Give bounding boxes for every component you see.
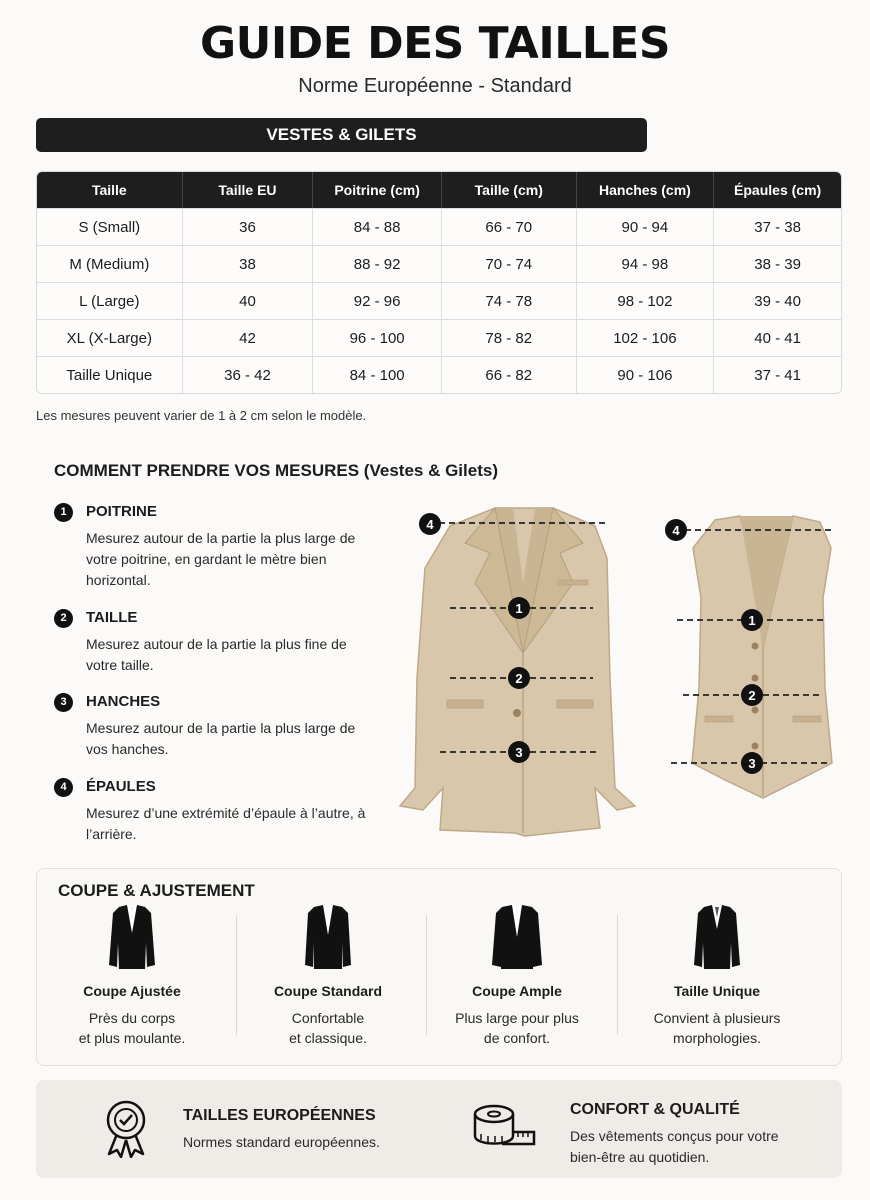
table-cell: 38 - 39	[714, 245, 841, 282]
features-panel	[36, 1080, 842, 1178]
table-header-row	[37, 172, 841, 208]
table-cell: S (Small)	[37, 208, 183, 245]
marker-vest-waist	[741, 684, 763, 706]
table-cell: 40 - 41	[714, 319, 841, 356]
table-cell: Taille Unique	[37, 356, 183, 393]
table-cell: 42	[183, 319, 314, 356]
fit-item-standard	[233, 903, 423, 1053]
fit-item-desc: Convient à plusieurs morphologies.	[653, 1010, 781, 1046]
fit-section	[36, 868, 842, 1066]
step-label: TAILLE	[86, 609, 138, 626]
step-hips	[54, 692, 384, 760]
table-cell: 90 - 94	[577, 208, 715, 245]
table-cell: XL (X-Large)	[37, 319, 183, 356]
svg-text:1: 1	[515, 601, 523, 616]
page-subtitle: Norme Européenne - Standard	[298, 75, 572, 97]
step-label: POITRINE	[86, 503, 157, 520]
table-cell: 66 - 82	[442, 356, 577, 393]
table-cell: M (Medium)	[37, 245, 183, 282]
fit-item-fitted	[37, 903, 227, 1053]
step-shoulders	[54, 777, 384, 845]
marker-blazer-chest	[508, 597, 530, 619]
column-header: Taille (cm)	[442, 172, 577, 208]
table-cell: 78 - 82	[442, 319, 577, 356]
fit-item-desc: Confortable et classique.	[289, 1010, 367, 1046]
fit-title: COUPE & AJUSTEMENT	[58, 881, 255, 900]
award-ribbon-icon	[103, 1098, 149, 1158]
fit-item-name: Coupe Ample	[472, 983, 562, 999]
table-cell: 96 - 100	[313, 319, 442, 356]
table-cell: 39 - 40	[714, 282, 841, 319]
fitted-jacket-icon	[105, 903, 159, 971]
table-row	[37, 356, 841, 393]
step-number-badge: 2	[54, 609, 73, 628]
section-banner: VESTES & GILETS	[36, 118, 647, 152]
feature-title: CONFORT & QUALITÉ	[570, 1101, 740, 1118]
column-header: Taille	[37, 172, 183, 208]
divider	[617, 915, 618, 1035]
table-cell: 36 - 42	[183, 356, 314, 393]
table-cell: 84 - 88	[313, 208, 442, 245]
loose-jacket-icon	[490, 903, 544, 971]
step-description: Mesurez autour de la partie la plus fine de votre taille.	[86, 636, 347, 673]
table-cell: 66 - 70	[442, 208, 577, 245]
table-body	[37, 208, 841, 393]
feature-desc: Des vêtements conçus pour votre bien-être au quotidien.	[570, 1128, 779, 1165]
table-cell: 37 - 38	[714, 208, 841, 245]
marker-blazer-hips	[508, 741, 530, 763]
table-cell: 74 - 78	[442, 282, 577, 319]
svg-text:2: 2	[515, 671, 523, 686]
marker-vest-chest	[741, 609, 763, 631]
feature-comfort-quality	[570, 1101, 779, 1168]
step-waist	[54, 608, 384, 676]
howto-title: COMMENT PRENDRE VOS MESURES (Vestes & Gilets)	[54, 461, 498, 480]
table-cell: L (Large)	[37, 282, 183, 319]
table-cell: 102 - 106	[577, 319, 715, 356]
table-row	[37, 319, 841, 356]
table-cell: 92 - 96	[313, 282, 442, 319]
fit-item-name: Coupe Ajustée	[83, 983, 181, 999]
fit-item-desc: Près du corps et plus moulante.	[78, 1010, 186, 1046]
garment-illustrations	[395, 488, 855, 848]
step-description: Mesurez d’une extrémité d’épaule à l’autre, à l’arrière.	[86, 805, 366, 842]
table-cell: 88 - 92	[313, 245, 442, 282]
measurement-note: Les mesures peuvent varier de 1 à 2 cm selon le modèle.	[36, 408, 367, 423]
feature-desc: Normes standard européennes.	[183, 1134, 380, 1150]
size-table	[36, 171, 842, 394]
step-label: HANCHES	[86, 693, 161, 710]
step-label: ÉPAULES	[86, 778, 156, 795]
table-row	[37, 282, 841, 319]
marker-blazer-shoulder	[419, 513, 441, 535]
svg-text:4: 4	[426, 517, 434, 532]
step-chest	[54, 502, 384, 591]
one-size-jacket-icon	[690, 903, 744, 971]
table-cell: 84 - 100	[313, 356, 442, 393]
step-number-badge: 4	[54, 778, 73, 797]
svg-text:3: 3	[515, 745, 523, 760]
fit-item-loose	[422, 903, 612, 1053]
feature-european-sizes	[183, 1107, 380, 1153]
step-description: Mesurez autour de la partie la plus large de votre poitrine, en gardant le mètre bien horizontal.	[86, 530, 356, 588]
table-row	[37, 245, 841, 282]
table-cell: 36	[183, 208, 314, 245]
page-title: GUIDE DES TAILLES	[199, 18, 671, 69]
standard-jacket-icon	[301, 903, 355, 971]
feature-title: TAILLES EUROPÉENNES	[183, 1107, 376, 1124]
svg-text:2: 2	[748, 688, 756, 703]
table-cell: 38	[183, 245, 314, 282]
table-cell: 94 - 98	[577, 245, 715, 282]
table-cell: 98 - 102	[577, 282, 715, 319]
step-number-badge: 3	[54, 693, 73, 712]
marker-vest-shoulder	[665, 519, 687, 541]
marker-blazer-waist	[508, 667, 530, 689]
column-header: Hanches (cm)	[577, 172, 715, 208]
fit-item-name: Taille Unique	[673, 983, 761, 999]
svg-text:4: 4	[672, 523, 680, 538]
svg-text:3: 3	[748, 756, 756, 771]
column-header: Taille EU	[183, 172, 314, 208]
table-cell: 90 - 106	[577, 356, 715, 393]
column-header: Épaules (cm)	[714, 172, 841, 208]
table-cell: 70 - 74	[442, 245, 577, 282]
fit-item-one-size	[622, 903, 812, 1053]
step-number-badge: 1	[54, 503, 73, 522]
measuring-tape-icon	[472, 1104, 536, 1152]
table-row	[37, 208, 841, 245]
table-cell: 40	[183, 282, 314, 319]
fit-item-name: Coupe Standard	[273, 983, 383, 999]
table-cell: 37 - 41	[714, 356, 841, 393]
column-header: Poitrine (cm)	[313, 172, 442, 208]
step-description: Mesurez autour de la partie la plus large de vos hanches.	[86, 720, 356, 757]
svg-text:1: 1	[748, 613, 756, 628]
marker-vest-hips	[741, 752, 763, 774]
fit-item-desc: Plus large pour plus de confort.	[455, 1010, 579, 1046]
